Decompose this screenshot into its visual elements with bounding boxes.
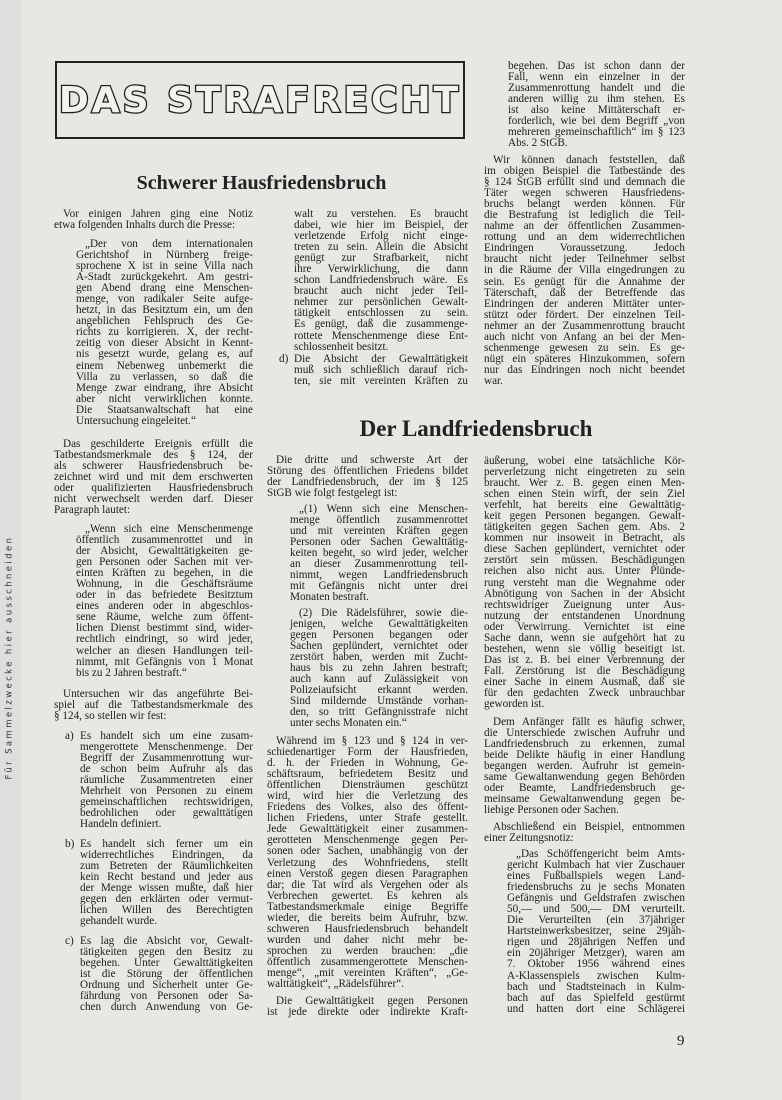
- text-line: Sache dann, wenn sie aufgehört hat zu: [484, 631, 685, 644]
- text-line: A-Klassenspiels zwischen Kulm-: [507, 969, 685, 982]
- list-item-a: [80, 731, 253, 830]
- text-line: oder qualifizierten Hausfriedensbruch: [54, 482, 253, 495]
- block-quote: [290, 608, 468, 730]
- text-line: Es lag die Absicht vor, Gewalt-: [80, 935, 253, 947]
- text-line: oder in das befriedete Besitztum: [76, 589, 253, 602]
- text-line: einer Zeitungsnotiz:: [484, 832, 574, 845]
- text-line: die Bestrafung ist lediglich die Teil-: [484, 209, 685, 222]
- list-item-d-continued: [508, 61, 685, 149]
- text-line: braucht auch nicht jeder Teil-: [294, 285, 468, 298]
- text-line: kein Recht bestand und jeder aus: [80, 871, 253, 884]
- text-line: zeichnet wird und mit dem erschwerten: [54, 471, 253, 484]
- text-line: sein. Es genügt für die Annahme der: [484, 275, 685, 288]
- text-line: widerrechtliches Eindringen, da: [80, 849, 253, 862]
- text-line: liebige Personen oder Sachen.: [484, 804, 619, 817]
- text-line: Friedens des Volkes, also des öffent-: [267, 801, 468, 814]
- text-line: Gefängnis und Geldstrafen zwischen: [507, 892, 685, 905]
- list-item-c-continued: [294, 209, 468, 353]
- text-line: gemeinschaftlichen rechtswidrigen,: [80, 796, 253, 809]
- text-line: nimmt, mit Gefängnis von 1 Monat: [76, 655, 253, 668]
- text-line: einten Kräften zu begehen, in die: [76, 567, 253, 580]
- text-line: haus bis zu zehn Jahren bestraft;: [290, 662, 468, 675]
- text-line: gehandelt wurde.: [80, 915, 158, 928]
- text-line: Die dritte und schwerste Art der: [276, 454, 468, 466]
- text-line: rigen und 28jährigen Neffen und: [507, 936, 685, 949]
- text-line: Das geschilderte Ereignis erfüllt die: [63, 438, 253, 450]
- text-line: 50,— und 500,— DM verurteilt.: [507, 903, 685, 916]
- text-line: welcher an diesen Handlungen teil-: [76, 644, 253, 657]
- text-line: Die Absicht der Gewalttätigkeit: [294, 353, 468, 365]
- text-line: ten, sie mit vereinten Kräften zu: [294, 375, 468, 388]
- text-line: forderlich, wie bei dem Begriff „von: [508, 115, 685, 128]
- text-line: 7. Oktober 1956 während eines: [507, 958, 685, 971]
- text-line: perverletzung nicht eingetreten zu sein: [484, 466, 685, 479]
- text-line: oder Beamte, Landfriedensbruch ge-: [484, 782, 685, 795]
- text-line: spiel auf die Tatbestandsmerkmale des: [54, 699, 253, 712]
- text-line: Begriff der Zusammenrottung wur-: [80, 752, 253, 765]
- text-line: nügt ein späteres Hinzukommen, sofern: [484, 352, 685, 365]
- text-line: Wohnung, in die Geschäftsräume: [76, 578, 253, 591]
- text-line: StGB wie folgt festgelegt ist:: [267, 487, 398, 500]
- text-line: tätigkeit entschlossen zu sein.: [294, 307, 468, 320]
- text-line: bach auf das Spielfeld gestürmt: [507, 991, 685, 1004]
- list-label-c: c): [65, 935, 74, 947]
- text-line: auch kann auf Zulässigkeit von: [290, 673, 468, 686]
- text-line: Fall. Zerstörung ist die Beschädigung: [484, 664, 685, 677]
- list-label-a: a): [65, 730, 74, 742]
- text-line: same Gewaltanwendung gegen Behörden: [484, 771, 685, 784]
- text-line: Personen oder Sachen Gewalttätig-: [290, 536, 468, 549]
- text-line: Abs. 2 StGB.: [508, 137, 568, 150]
- text-line: rechtswidriger Zueignung unter Aus-: [484, 598, 685, 611]
- text-line: tätigkeiten gegen Sachen gem. Abs. 2: [484, 521, 685, 534]
- text-line: verletzende Erfolg nicht einge-: [294, 230, 468, 243]
- text-line: schweren Hausfriedensbruch behandelt: [267, 922, 468, 935]
- paragraph: [267, 736, 468, 990]
- text-line: wieder, die bereits beim Aufruhr, bzw.: [267, 911, 468, 924]
- text-line: mit Gefängnis nicht unter drei: [290, 580, 468, 593]
- text-line: öffentlich zusammengerottete Menschen-: [267, 955, 468, 968]
- title-box: [55, 61, 465, 139]
- text-line: Eindringen Voraussetzung. Jedoch: [484, 242, 685, 255]
- text-line: hetzt, in das Besitztum ein, um den: [76, 304, 253, 317]
- text-line: gen Abend drang eine Menschen-: [76, 282, 253, 295]
- text-line: menge“, „mit vereinten Kräften“, „Ge-: [267, 966, 468, 979]
- paragraph: [54, 689, 253, 722]
- page-title: DAS STRAFRECHT: [58, 80, 462, 121]
- text-line: Während im § 123 und § 124 in ver-: [276, 735, 468, 747]
- text-line: Die Verurteilten (ein 37jähriger: [507, 914, 685, 927]
- text-line: rung versteht man die Wegnahme oder: [484, 576, 685, 589]
- text-line: wurden und daher nicht mehr be-: [267, 933, 468, 946]
- text-line: ist jede direkte oder indirekte Kraft-: [267, 1006, 468, 1019]
- text-line: gegen Personen begangen oder: [290, 629, 468, 642]
- text-line: etwa folgenden Inhalts durch die Presse:: [54, 219, 236, 232]
- text-line: walt zu verstehen. Es braucht: [294, 208, 468, 220]
- block-quote: [290, 504, 468, 603]
- text-line: (2) Die Rädelsführer, sowie die-: [299, 607, 468, 619]
- text-line: lichen Friedens, unter Strafe gestellt.: [267, 812, 468, 825]
- text-line: nur das Eindringen noch nicht beendet: [484, 363, 685, 376]
- text-line: „(1) Wenn sich eine Menschen-: [299, 503, 468, 515]
- text-line: Wir können danach feststellen, daß: [493, 154, 685, 166]
- text-line: nahme an der öffentlichen Zusammen-: [484, 220, 685, 233]
- text-line: sene Räume, welche zum öffent-: [76, 611, 253, 624]
- block-quote: [76, 524, 253, 679]
- text-line: verfehlt, hat bereits eine Gewalttätig-: [484, 499, 685, 512]
- text-line: treten zu sein. Allein die Absicht: [294, 241, 468, 254]
- text-line: „Der von dem internationalen: [85, 238, 253, 250]
- text-line: ist also keine Mittäterschaft er-: [508, 104, 685, 117]
- text-line: walttätigkeit“, „Rädelsführer“.: [267, 978, 404, 991]
- text-line: bestehen, wenn sie völlig beseitigt ist.: [484, 642, 685, 655]
- text-line: anderen willig zu ihm stehen. Es: [508, 93, 685, 106]
- text-line: aber nicht verwirklichen konnte.: [76, 392, 253, 405]
- text-line: Sind mildernde Umstände vorhan-: [290, 695, 468, 708]
- text-line: beide Delikte häufig in einer Handlung: [484, 749, 685, 762]
- text-line: schen einen Stein wirft, der sein Ziel: [484, 488, 685, 501]
- paragraph: [484, 155, 685, 387]
- text-line: zerstört sein müssen. Beschädigungen: [484, 554, 685, 567]
- text-line: chen durch Anwendung von Ge-: [80, 1001, 253, 1014]
- text-line: an dieser Zusammenrottung teil-: [290, 558, 468, 571]
- paragraph: [267, 996, 468, 1018]
- text-line: rottete Menschenmenge diese Ent-: [294, 329, 468, 342]
- text-line: Tatbestandsmerkmale einige Begriffe: [267, 900, 468, 913]
- text-line: sprochen zu werden brauchen: „die: [267, 944, 468, 957]
- text-line: Landfriedensbruch zu erkennen, zumal: [484, 738, 685, 751]
- text-line: einer Sache in einem Ausmaß, daß sie: [484, 675, 685, 688]
- list-item-c: [80, 936, 253, 1013]
- text-line: Eindringen der anderen Mittäter unter-: [484, 297, 685, 310]
- block-quote: [507, 849, 685, 1015]
- text-line: für den gedachten Zweck unbrauchbar: [484, 686, 685, 699]
- text-line: Zusammenrottung handelt und die: [508, 82, 685, 95]
- text-line: gericht Kulmbach hat vier Zuschauer: [507, 859, 685, 872]
- text-line: bach und Stadtsteinach in Kulm-: [507, 980, 685, 993]
- text-line: begehen. Unter Gewalttätigkeiten: [80, 957, 253, 970]
- text-line: reichen also nicht aus. Unter Plünde-: [484, 565, 685, 578]
- text-line: räumliche Zusammentreten einer: [80, 774, 253, 787]
- text-line: kommen nur insoweit in Betracht, als: [484, 532, 685, 545]
- text-line: de schon beim Aufruhr als das: [80, 763, 253, 776]
- text-line: nicht verwechselt werden darf. Dieser: [54, 493, 253, 506]
- text-line: mehreren gemeinschaftlich“ im § 123: [508, 126, 685, 139]
- text-line: dabei, wie hier im Beispiel, der: [294, 219, 468, 232]
- text-line: Ordnung und Sicherheit unter Ge-: [80, 979, 253, 992]
- text-line: gen Personen oder Sachen mit ver-: [76, 556, 253, 569]
- text-line: Villa zu verlassen, so daß die: [76, 370, 253, 383]
- text-line: Täter wegen schweren Hausfriedens-: [484, 187, 685, 200]
- text-line: ist die Störung der öffentlichen: [80, 968, 253, 981]
- text-line: nutzung der entstandenen Unordnung: [484, 609, 685, 622]
- text-line: bis zu 2 Jahren bestraft.“: [76, 666, 187, 679]
- text-line: war.: [484, 374, 503, 387]
- text-line: Handeln definiert.: [80, 818, 162, 831]
- text-line: eines Fußballspiels wegen Land-: [507, 870, 685, 883]
- text-line: im obigen Beispiel die Tatbestände des: [484, 165, 685, 178]
- text-line: meinsame Gewaltanwendung gegen be-: [484, 793, 685, 806]
- text-line: nehmer an der Zusammenrottung braucht: [484, 319, 685, 332]
- text-line: einem Nebenweg unbemerkt die: [76, 359, 253, 372]
- text-line: einen Verstoß gegen diesen Paragraphen: [267, 867, 468, 880]
- text-line: nehmer zur persönlichen Gewalt-: [294, 296, 468, 309]
- text-line: öffentlich zusammenrottet und in: [76, 534, 253, 547]
- text-line: oder Verwirrung. Vernichtet ist eine: [484, 620, 685, 633]
- text-line: stützt oder fördert. Der einzelnen Teil-: [484, 308, 685, 321]
- text-line: mengerottete Menschenmenge. Der: [80, 741, 253, 754]
- text-line: äußerung, wobei eine tatsächliche Kör-: [484, 455, 685, 467]
- text-line: menge, von radikaler Seite aufge-: [76, 293, 253, 306]
- text-line: dar; die Tat wird als Vergehen oder als: [267, 878, 468, 891]
- text-line: rottung und an dem widerrechtlichen: [484, 231, 685, 244]
- text-line: d. h. der Frieden in Wohnung, Ge-: [267, 757, 468, 770]
- text-line: jenigen, welche Gewalttätigkeiten: [290, 618, 468, 631]
- block-quote: [76, 239, 253, 427]
- text-line: der Absicht, Gewalttätigkeiten ge-: [76, 545, 253, 558]
- text-line: „Das Schöffengericht beim Amts-: [516, 848, 685, 860]
- text-line: wird, wird hier die Verletzung des: [267, 790, 468, 803]
- list-item-b: [80, 839, 253, 927]
- text-line: Mehrheit von Personen zu einem: [80, 785, 253, 798]
- margin-cut-note: Für Sammelzwecke hier ausschneiden: [4, 535, 15, 780]
- section-heading-landfriedensbruch: Der Landfriedensbruch: [359, 416, 593, 441]
- paragraph: [484, 717, 685, 816]
- text-line: schon Landfriedensbruch wäre. Es: [294, 274, 468, 287]
- text-line: tätigkeiten gegen den Besitz zu: [80, 946, 253, 959]
- text-line: Die Gewalttätigkeit gegen Personen: [276, 995, 468, 1007]
- text-line: Täterschaft, daß der Betreffende das: [484, 286, 685, 299]
- paragraph: [484, 456, 685, 710]
- text-line: „Wenn sich eine Menschenmenge: [85, 523, 253, 535]
- text-line: § 124 StGB erfüllt sind und demnach die: [484, 176, 685, 189]
- text-line: A-Stadt zurückgekehrt. Am gestri-: [76, 271, 253, 284]
- text-line: begehen. Das ist schon dann der: [508, 60, 685, 72]
- text-line: ihre Verwirklichung, die dann: [294, 263, 468, 276]
- text-line: Fall, wenn ein einzelner in der: [508, 71, 685, 84]
- text-line: den, so tritt Gefängnisstrafe nicht: [290, 706, 468, 719]
- text-line: bruchs belangt werden können. Für: [484, 198, 685, 211]
- text-line: rechtlich eindringt, so wird jeder,: [76, 633, 253, 646]
- text-line: fährdung von Personen oder Sa-: [80, 990, 253, 1003]
- text-line: ein 20jähriger Metzger), waren am: [507, 947, 685, 960]
- section-heading-schwerer-hausfriedensbruch: Schwerer Hausfriedensbruch: [136, 172, 387, 194]
- text-line: Sachen geplündert, vernichtet oder: [290, 640, 468, 653]
- text-line: in die Räume der Villa eingedrungen zu: [484, 264, 685, 277]
- text-line: braucht. Wer z. B. gegen einen Men-: [484, 477, 685, 490]
- text-line: diese Sachen geplündert, vernichtet oder: [484, 543, 685, 556]
- text-line: Verletzung des Wohnfriedens, stellt: [267, 856, 468, 869]
- text-line: Gerichtshof in Nürnberg freige-: [76, 249, 253, 262]
- page-number: 9: [677, 1033, 685, 1049]
- text-line: Menge zwar eindrang, ihre Absicht: [76, 381, 253, 394]
- text-line: begangen werden. Aufruhr ist gemein-: [484, 760, 685, 773]
- text-line: als schwerer Hausfriedensbruch be-: [54, 460, 253, 473]
- text-line: zeitig von dieser Absicht in Kennt-: [76, 337, 253, 350]
- text-line: genügt zur Strafbarkeit, nicht: [294, 252, 468, 265]
- text-line: angeblichen Fehlspruch des Ge-: [76, 315, 253, 328]
- text-line: Paragraph lautet:: [54, 504, 131, 517]
- text-line: friedensbruchs zu je sechs Monaten: [507, 881, 685, 894]
- text-line: Dem Anfänger fällt es häufig schwer,: [493, 716, 685, 728]
- text-line: keit gegen Personen begangen. Gewalt-: [484, 510, 685, 523]
- text-line: Die Staatsanwaltschaft hat eine: [76, 403, 253, 416]
- text-line: öffentlichen Diensträumen geschützt: [267, 779, 468, 792]
- list-item-d: [294, 354, 468, 387]
- text-line: menge öffentlich zusammenrottet: [290, 514, 468, 527]
- text-line: lichen Dienst bestimmt sind, wider-: [76, 622, 253, 635]
- text-line: zum Betreten der Räumlichkeiten: [80, 860, 253, 873]
- text-line: schäftsraum, befriedetem Besitz und: [267, 768, 468, 781]
- text-line: die Unterschiede zwischen Aufruhr und: [484, 727, 685, 740]
- list-label-d: d): [279, 353, 289, 365]
- text-line: Abschließend ein Beispiel, entnommen: [493, 821, 685, 833]
- text-line: geworden ist.: [484, 698, 545, 711]
- text-line: Störung des öffentlichen Friedens bildet: [267, 465, 468, 478]
- text-line: Abnötigung von Sachen in der Absicht: [484, 587, 685, 600]
- text-line: nimmt, wegen Landfriedensbruch: [290, 569, 468, 582]
- text-line: bedrohlichen oder gewalttätigen: [80, 807, 253, 820]
- text-line: Jede Gewalttätigkeit einer zusammen-: [267, 823, 468, 836]
- text-line: Polizeiaufsicht erkannt werden.: [290, 684, 468, 697]
- text-line: Es handelt sich ferner um ein: [80, 838, 253, 850]
- text-line: zerstört haben, werden mit Zucht-: [290, 651, 468, 664]
- text-line: Vor einigen Jahren ging eine Notiz: [63, 208, 253, 220]
- text-line: sonen oder Sachen, unabhängig von der: [267, 845, 468, 858]
- text-line: schiedenartiger Form der Hausfrieden,: [267, 746, 468, 759]
- text-line: § 124, so stellen wir fest:: [54, 710, 167, 723]
- list-label-b: b): [65, 838, 75, 850]
- paragraph: [54, 439, 253, 516]
- text-line: muß sich schließlich darauf rich-: [294, 364, 468, 377]
- text-line: sprochene X ist in seine Villa nach: [76, 260, 253, 273]
- paragraph: [484, 822, 685, 844]
- text-line: der Landfriedensbruch, der im § 125: [267, 476, 468, 489]
- text-line: Das ist z. B. bei einer Verbrennung der: [484, 653, 685, 666]
- paragraph: [54, 209, 253, 231]
- text-line: auch nicht von Anfang an bei der Men-: [484, 330, 685, 343]
- text-line: braucht nicht jeder Teilnehmer selbst: [484, 253, 685, 266]
- text-line: nis gesetzt wurde, gelang es, auf: [76, 348, 253, 361]
- text-line: gerotteten Menschenmenge gegen Per-: [267, 834, 468, 847]
- text-line: und mit vereinten Kräften gegen: [290, 525, 468, 538]
- text-line: Monaten bestraft.: [290, 591, 369, 604]
- text-line: schlossenheit besitzt.: [294, 340, 389, 353]
- text-line: lichen Willen des Berechtigten: [80, 904, 253, 917]
- text-line: der Menge wissen mußte, daß hier: [80, 882, 253, 895]
- text-line: Tatbestandsmerkmale des § 124, der: [54, 449, 253, 462]
- text-line: und hatten dort eine Schlägerei: [507, 1002, 685, 1015]
- text-line: Es genügt, daß die zusammenge-: [294, 318, 468, 331]
- text-line: keiten begeht, so wird jeder, welcher: [290, 547, 468, 560]
- text-line: Untersuchen wir das angeführte Bei-: [63, 688, 253, 700]
- text-line: schenmenge gewesen zu sein. Es ge-: [484, 341, 685, 354]
- text-line: Verbrechen gewertet. Es kehren als: [267, 889, 468, 902]
- text-line: unter sechs Monaten ein.“: [290, 717, 407, 730]
- text-line: Hartsteinwerksbesitzer, seine 29jäh-: [507, 925, 685, 938]
- text-line: Es handelt sich um eine zusam-: [80, 730, 253, 742]
- text-line: eines anderen oder in abgeschlos-: [76, 600, 253, 613]
- text-line: Untersuchung eingeleitet.“: [76, 414, 196, 427]
- text-line: gegen den erklärten oder vermut-: [80, 893, 253, 906]
- paragraph: [267, 455, 468, 499]
- text-line: richts zu korrigieren. X, der recht-: [76, 326, 253, 339]
